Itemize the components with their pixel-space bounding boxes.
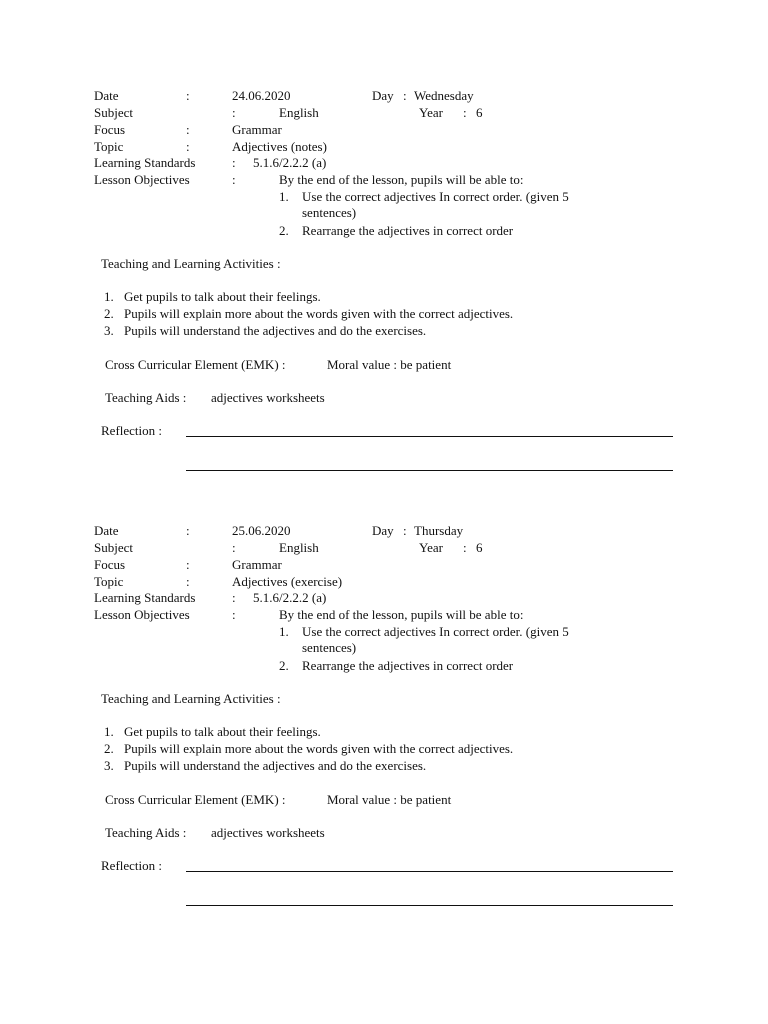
year-label: Year [419,105,443,120]
topic-colon: : [186,139,190,154]
objective-2-text: Rearrange the adjectives in correct order [302,223,514,238]
cross-curricular-label: Cross Curricular Element (EMK) : [105,357,286,372]
objective-2-text: Rearrange the adjectives in correct order [302,658,514,673]
focus-label: Focus [94,557,126,572]
reflection-label: Reflection : [101,423,163,438]
topic-label: Topic [94,574,124,589]
focus-colon: : [186,557,190,572]
activity-3-number: 3. [104,758,114,773]
focus-colon: : [186,122,190,137]
lesson-objectives-label: Lesson Objectives [94,607,190,622]
activity-2-number: 2. [104,306,114,321]
year-colon: : [463,540,467,555]
date-value: 24.06.2020 [232,88,291,103]
date-value: 25.06.2020 [232,523,291,538]
activity-2-number: 2. [104,741,114,756]
date-colon: : [186,88,190,103]
activity-1-text: Get pupils to talk about their feelings. [124,289,321,304]
teaching-aids-label: Teaching Aids : [105,390,187,405]
date-colon: : [186,523,190,538]
date-label: Date [94,88,119,103]
objective-1-text: Use the correct adjectives In correct order. (given 5 [302,624,569,639]
teaching-aids-value: adjectives worksheets [211,390,325,405]
subject-value: English [279,105,319,120]
day-value: Wednesday [414,88,474,103]
activity-2-text: Pupils will explain more about the words given with the correct adjectives. [124,741,514,756]
lesson-objectives-colon: : [232,172,236,187]
day-label: Day [372,523,394,538]
reflection-line-2 [186,905,673,906]
reflection-line-1 [186,871,673,872]
topic-label: Topic [94,139,124,154]
learning-standards-label: Learning Standards [94,155,196,170]
year-value: 6 [476,105,483,120]
teaching-aids-label: Teaching Aids : [105,825,187,840]
subject-label: Subject [94,105,133,120]
learning-standards-value: 5.1.6/2.2.2 (a) [253,155,327,170]
objective-1-text-continued: sentences) [302,205,357,220]
activity-3-text: Pupils will understand the adjectives and do the exercises. [124,323,427,338]
activity-2-text: Pupils will explain more about the words given with the correct adjectives. [124,306,514,321]
objective-1-number: 1. [279,189,289,204]
subject-label: Subject [94,540,133,555]
learning-standards-value: 5.1.6/2.2.2 (a) [253,590,327,605]
teaching-learning-heading: Teaching and Learning Activities : [101,256,281,271]
reflection-label: Reflection : [101,858,163,873]
activity-1-text: Get pupils to talk about their feelings. [124,724,321,739]
lesson-plan-2 [0,435,768,873]
cross-curricular-label: Cross Curricular Element (EMK) : [105,792,286,807]
topic-colon: : [186,574,190,589]
lesson-objectives-label: Lesson Objectives [94,172,190,187]
objective-1-text-continued: sentences) [302,640,357,655]
subject-value: English [279,540,319,555]
objectives-intro: By the end of the lesson, pupils will be able to: [279,607,524,622]
lesson-objectives-colon: : [232,607,236,622]
year-colon: : [463,105,467,120]
topic-value: Adjectives (notes) [232,139,327,154]
focus-label: Focus [94,122,126,137]
learning-standards-colon: : [232,590,236,605]
activity-3-text: Pupils will understand the adjectives and do the exercises. [124,758,427,773]
topic-value: Adjectives (exercise) [232,574,343,589]
objective-1-text: Use the correct adjectives In correct order. (given 5 [302,189,569,204]
lesson-plan-1 [0,0,768,438]
date-label: Date [94,523,119,538]
teaching-aids-value: adjectives worksheets [211,825,325,840]
subject-colon: : [232,105,236,120]
day-colon: : [403,523,407,538]
activity-3-number: 3. [104,323,114,338]
objective-1-number: 1. [279,624,289,639]
day-label: Day [372,88,394,103]
day-colon: : [403,88,407,103]
objective-2-number: 2. [279,658,289,673]
activity-1-number: 1. [104,724,114,739]
objectives-intro: By the end of the lesson, pupils will be able to: [279,172,524,187]
focus-value: Grammar [232,122,282,137]
learning-standards-label: Learning Standards [94,590,196,605]
focus-value: Grammar [232,557,282,572]
learning-standards-colon: : [232,155,236,170]
year-value: 6 [476,540,483,555]
day-value: Thursday [414,523,464,538]
moral-value: Moral value : be patient [327,792,452,807]
activity-1-number: 1. [104,289,114,304]
teaching-learning-heading: Teaching and Learning Activities : [101,691,281,706]
year-label: Year [419,540,443,555]
objective-2-number: 2. [279,223,289,238]
moral-value: Moral value : be patient [327,357,452,372]
subject-colon: : [232,540,236,555]
